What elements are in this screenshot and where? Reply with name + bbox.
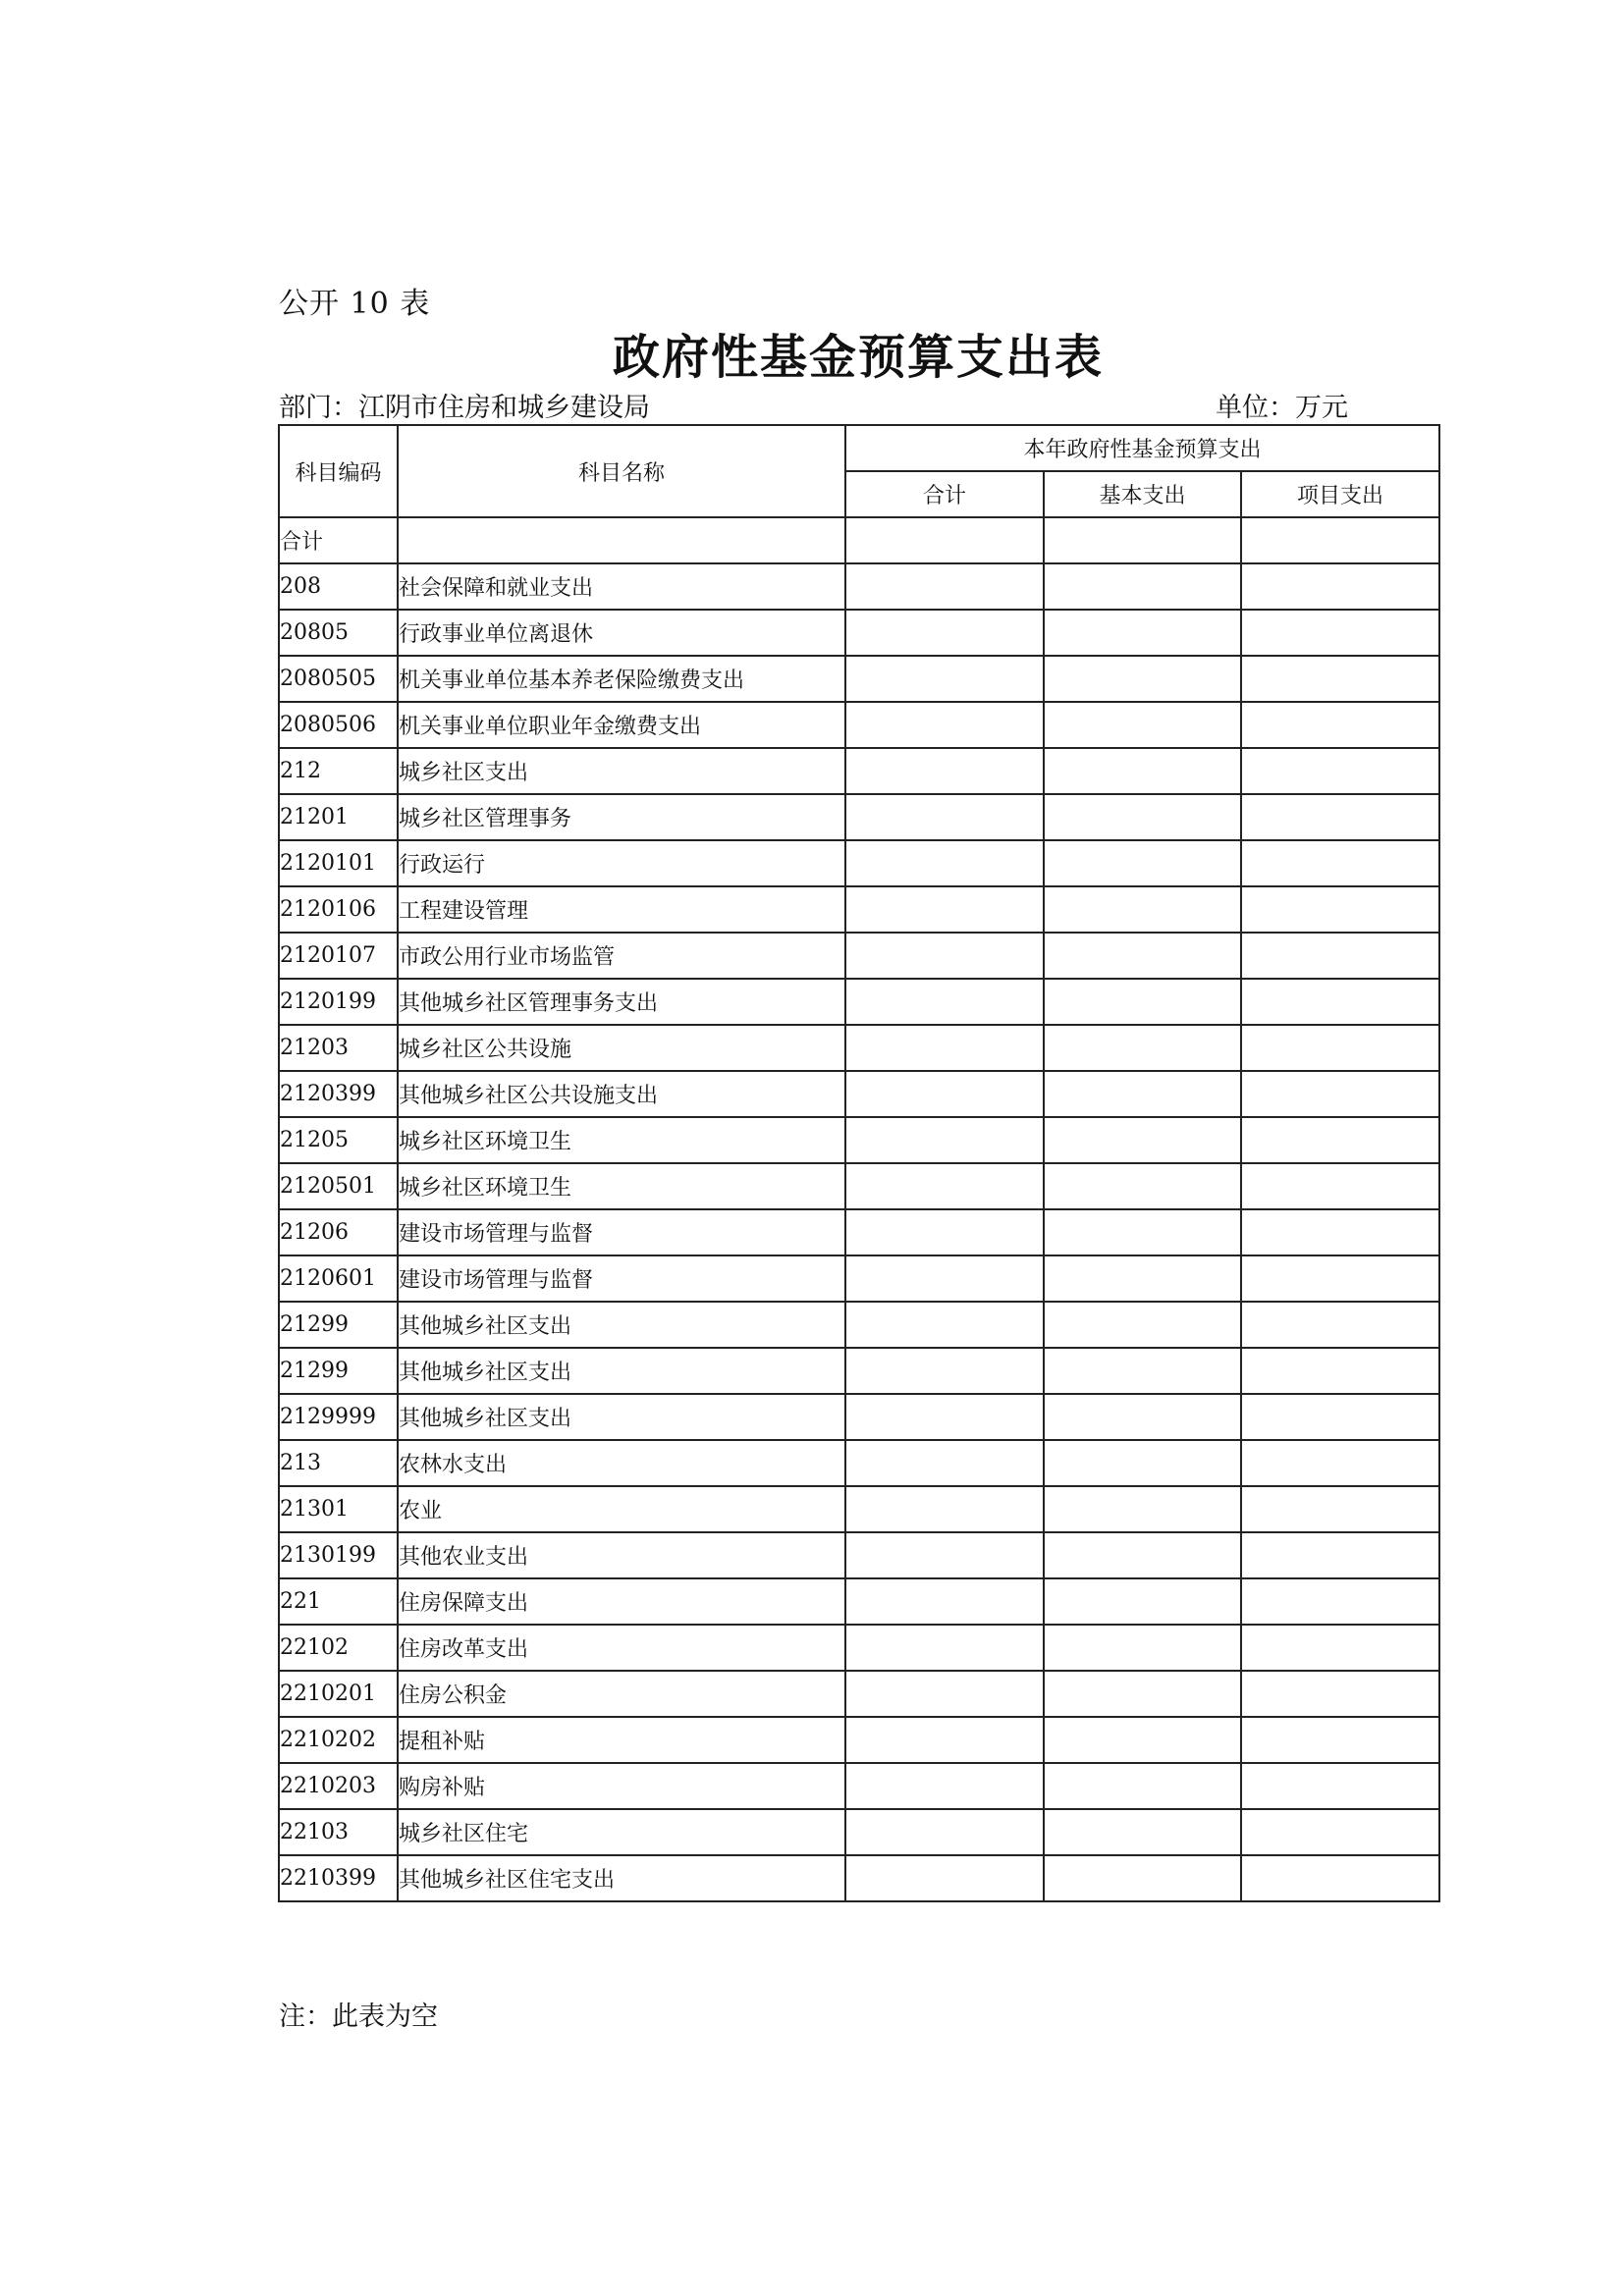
table-row (279, 748, 1439, 794)
subject-name-cell: 农业 (398, 1486, 845, 1532)
subject-code-cell: 2210203 (279, 1763, 398, 1809)
table-row (279, 1348, 1439, 1394)
basic-amount-cell (1044, 610, 1241, 656)
subject-code-cell: 21299 (279, 1348, 398, 1394)
basic-amount-cell (1044, 979, 1241, 1025)
subject-code-cell: 2080505 (279, 656, 398, 702)
basic-amount-cell (1044, 1763, 1241, 1809)
project-amount-cell (1241, 1763, 1439, 1809)
project-amount-cell (1241, 1117, 1439, 1163)
total-amount-cell (845, 1071, 1044, 1117)
subject-code-cell: 2120199 (279, 979, 398, 1025)
total-amount-cell (845, 1855, 1044, 1901)
table-row (279, 1025, 1439, 1071)
subject-name-cell: 其他城乡社区支出 (398, 1394, 845, 1440)
subject-name-cell: 城乡社区住宅 (398, 1809, 845, 1855)
basic-amount-cell (1044, 1394, 1241, 1440)
project-amount-cell (1241, 656, 1439, 702)
subject-code-cell: 21301 (279, 1486, 398, 1532)
basic-amount-cell (1044, 1532, 1241, 1578)
total-amount-cell (845, 1163, 1044, 1209)
subject-name-cell: 行政运行 (398, 840, 845, 886)
subject-code-cell: 2210399 (279, 1855, 398, 1901)
total-amount-cell (845, 563, 1044, 610)
subject-name-cell: 市政公用行业市场监管 (398, 933, 845, 979)
column-header-name: 科目名称 (398, 425, 845, 517)
project-amount-cell (1241, 886, 1439, 933)
table-row (279, 1855, 1439, 1901)
basic-amount-cell (1044, 1025, 1241, 1071)
table-row (279, 1578, 1439, 1625)
basic-amount-cell (1044, 1855, 1241, 1901)
table-row (279, 656, 1439, 702)
project-amount-cell (1241, 1302, 1439, 1348)
subject-code-cell: 2210202 (279, 1717, 398, 1763)
subject-code-cell: 2120106 (279, 886, 398, 933)
total-amount-cell (845, 1578, 1044, 1625)
total-amount-cell (845, 1117, 1044, 1163)
table-row (279, 794, 1439, 840)
subject-code-cell: 22102 (279, 1625, 398, 1671)
total-amount-cell (845, 794, 1044, 840)
project-amount-cell (1241, 840, 1439, 886)
column-header-project: 项目支出 (1241, 471, 1439, 517)
basic-amount-cell (1044, 886, 1241, 933)
project-amount-cell (1241, 979, 1439, 1025)
subject-name-cell: 机关事业单位职业年金缴费支出 (398, 702, 845, 748)
column-header-total: 合计 (845, 471, 1044, 517)
table-row (279, 1302, 1439, 1348)
subject-code-cell: 208 (279, 563, 398, 610)
total-amount-cell (845, 1394, 1044, 1440)
total-amount-cell (845, 1348, 1044, 1394)
department-label: 部门：江阴市住房和城乡建设局 (279, 393, 650, 423)
total-row-total-cell (845, 517, 1044, 563)
table-row (279, 886, 1439, 933)
subject-code-cell: 2210201 (279, 1671, 398, 1717)
total-amount-cell (845, 1809, 1044, 1855)
project-amount-cell (1241, 1717, 1439, 1763)
basic-amount-cell (1044, 1486, 1241, 1532)
subject-name-cell: 行政事业单位离退休 (398, 610, 845, 656)
basic-amount-cell (1044, 933, 1241, 979)
total-amount-cell (845, 1302, 1044, 1348)
table-row (279, 702, 1439, 748)
project-amount-cell (1241, 1025, 1439, 1071)
total-row-basic-cell (1044, 517, 1241, 563)
subject-code-cell: 21205 (279, 1117, 398, 1163)
table-row (279, 1394, 1439, 1440)
total-row-project-cell (1241, 517, 1439, 563)
budget-table (278, 424, 1440, 1902)
project-amount-cell (1241, 794, 1439, 840)
project-amount-cell (1241, 1578, 1439, 1625)
basic-amount-cell (1044, 1671, 1241, 1717)
subject-name-cell: 城乡社区公共设施 (398, 1025, 845, 1071)
total-amount-cell (845, 1255, 1044, 1302)
table-row (279, 610, 1439, 656)
project-amount-cell (1241, 702, 1439, 748)
subject-code-cell: 21299 (279, 1302, 398, 1348)
basic-amount-cell (1044, 1163, 1241, 1209)
subject-code-cell: 221 (279, 1578, 398, 1625)
total-amount-cell (845, 1025, 1044, 1071)
table-row (279, 933, 1439, 979)
subject-code-cell: 21201 (279, 794, 398, 840)
subject-name-cell: 其他城乡社区支出 (398, 1302, 845, 1348)
project-amount-cell (1241, 610, 1439, 656)
subject-code-cell: 213 (279, 1440, 398, 1486)
basic-amount-cell (1044, 1071, 1241, 1117)
page-title: 政府性基金预算支出表 (612, 330, 1104, 385)
basic-amount-cell (1044, 1255, 1241, 1302)
total-row-name-cell (398, 517, 845, 563)
project-amount-cell (1241, 1532, 1439, 1578)
table-row (279, 1763, 1439, 1809)
project-amount-cell (1241, 1209, 1439, 1255)
total-row-label: 合计 (279, 517, 398, 563)
table-row (279, 840, 1439, 886)
subject-name-cell: 社会保障和就业支出 (398, 563, 845, 610)
footnote: 注：此表为空 (279, 2002, 438, 2032)
basic-amount-cell (1044, 840, 1241, 886)
subject-code-cell: 2129999 (279, 1394, 398, 1440)
subject-code-cell: 21203 (279, 1025, 398, 1071)
subject-name-cell: 其他城乡社区住宅支出 (398, 1855, 845, 1901)
basic-amount-cell (1044, 702, 1241, 748)
table-row (279, 1255, 1439, 1302)
subject-code-cell: 2120107 (279, 933, 398, 979)
project-amount-cell (1241, 1671, 1439, 1717)
subject-code-cell: 2120399 (279, 1071, 398, 1117)
basic-amount-cell (1044, 748, 1241, 794)
table-header-row (279, 425, 1439, 471)
unit-label: 单位：万元 (1216, 393, 1348, 423)
total-amount-cell (845, 1625, 1044, 1671)
basic-amount-cell (1044, 656, 1241, 702)
project-amount-cell (1241, 1394, 1439, 1440)
basic-amount-cell (1044, 1625, 1241, 1671)
subject-name-cell: 建设市场管理与监督 (398, 1209, 845, 1255)
basic-amount-cell (1044, 794, 1241, 840)
column-header-basic: 基本支出 (1044, 471, 1241, 517)
basic-amount-cell (1044, 1717, 1241, 1763)
subject-code-cell: 20805 (279, 610, 398, 656)
table-row (279, 563, 1439, 610)
basic-amount-cell (1044, 1348, 1241, 1394)
table-row (279, 1625, 1439, 1671)
project-amount-cell (1241, 1809, 1439, 1855)
column-header-code: 科目编码 (279, 425, 398, 517)
subject-name-cell: 购房补贴 (398, 1763, 845, 1809)
subject-name-cell: 城乡社区管理事务 (398, 794, 845, 840)
subject-name-cell: 其他城乡社区管理事务支出 (398, 979, 845, 1025)
project-amount-cell (1241, 933, 1439, 979)
total-amount-cell (845, 1532, 1044, 1578)
project-amount-cell (1241, 563, 1439, 610)
total-amount-cell (845, 1717, 1044, 1763)
total-amount-cell (845, 610, 1044, 656)
project-amount-cell (1241, 1486, 1439, 1532)
table-row (279, 1532, 1439, 1578)
table-row (279, 1809, 1439, 1855)
subject-name-cell: 提租补贴 (398, 1717, 845, 1763)
project-amount-cell (1241, 1255, 1439, 1302)
table-row (279, 1440, 1439, 1486)
table-row (279, 979, 1439, 1025)
total-amount-cell (845, 1671, 1044, 1717)
subject-code-cell: 2130199 (279, 1532, 398, 1578)
subject-name-cell: 其他农业支出 (398, 1532, 845, 1578)
total-amount-cell (845, 979, 1044, 1025)
subject-name-cell: 住房保障支出 (398, 1578, 845, 1625)
table-row (279, 1717, 1439, 1763)
basic-amount-cell (1044, 1209, 1241, 1255)
table-number-label: 公开 10 表 (279, 287, 431, 321)
subject-code-cell: 212 (279, 748, 398, 794)
subject-name-cell: 其他城乡社区公共设施支出 (398, 1071, 845, 1117)
total-amount-cell (845, 748, 1044, 794)
subject-name-cell: 工程建设管理 (398, 886, 845, 933)
total-amount-cell (845, 886, 1044, 933)
subject-name-cell: 城乡社区支出 (398, 748, 845, 794)
subject-code-cell: 22103 (279, 1809, 398, 1855)
total-amount-cell (845, 1209, 1044, 1255)
subject-name-cell: 机关事业单位基本养老保险缴费支出 (398, 656, 845, 702)
total-amount-cell (845, 1763, 1044, 1809)
subject-code-cell: 2120601 (279, 1255, 398, 1302)
subject-name-cell: 城乡社区环境卫生 (398, 1117, 845, 1163)
table-row (279, 1117, 1439, 1163)
project-amount-cell (1241, 1855, 1439, 1901)
project-amount-cell (1241, 1440, 1439, 1486)
subject-code-cell: 21206 (279, 1209, 398, 1255)
total-amount-cell (845, 1486, 1044, 1532)
subject-code-cell: 2120101 (279, 840, 398, 886)
basic-amount-cell (1044, 563, 1241, 610)
project-amount-cell (1241, 748, 1439, 794)
total-amount-cell (845, 1440, 1044, 1486)
subject-name-cell: 住房公积金 (398, 1671, 845, 1717)
total-amount-cell (845, 840, 1044, 886)
subject-name-cell: 建设市场管理与监督 (398, 1255, 845, 1302)
total-row (279, 517, 1439, 563)
subject-name-cell: 住房改革支出 (398, 1625, 845, 1671)
basic-amount-cell (1044, 1578, 1241, 1625)
basic-amount-cell (1044, 1809, 1241, 1855)
table-row (279, 1209, 1439, 1255)
table-row (279, 1163, 1439, 1209)
basic-amount-cell (1044, 1440, 1241, 1486)
basic-amount-cell (1044, 1117, 1241, 1163)
total-amount-cell (845, 656, 1044, 702)
basic-amount-cell (1044, 1302, 1241, 1348)
subject-code-cell: 2080506 (279, 702, 398, 748)
subject-code-cell: 2120501 (279, 1163, 398, 1209)
subject-name-cell: 农林水支出 (398, 1440, 845, 1486)
total-amount-cell (845, 933, 1044, 979)
subject-name-cell: 城乡社区环境卫生 (398, 1163, 845, 1209)
column-group-header: 本年政府性基金预算支出 (845, 425, 1439, 471)
project-amount-cell (1241, 1163, 1439, 1209)
table-row (279, 1071, 1439, 1117)
subject-name-cell: 其他城乡社区支出 (398, 1348, 845, 1394)
table-row (279, 1671, 1439, 1717)
total-amount-cell (845, 702, 1044, 748)
project-amount-cell (1241, 1348, 1439, 1394)
project-amount-cell (1241, 1625, 1439, 1671)
project-amount-cell (1241, 1071, 1439, 1117)
table-row (279, 1486, 1439, 1532)
